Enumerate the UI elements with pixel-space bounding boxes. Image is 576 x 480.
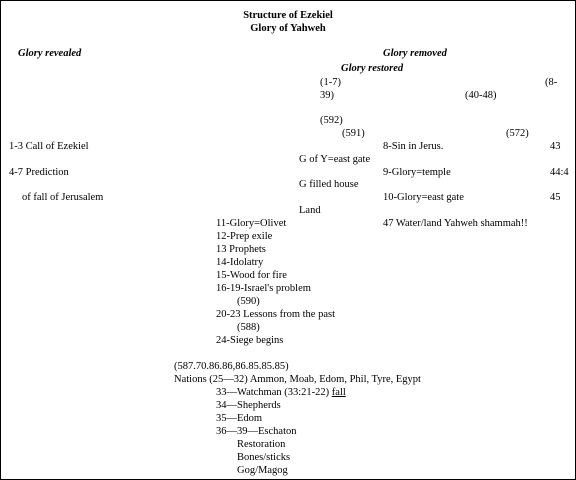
list-item-year: (588) <box>237 322 260 333</box>
right-sin-label: 8-Sin in Jerus. <box>383 141 444 152</box>
edom-line: 35—Edom <box>216 413 263 424</box>
watchman-fall: fall <box>331 387 346 398</box>
watchman-line <box>216 387 346 399</box>
middle-filled-house: G filled house <box>299 179 359 190</box>
left-fall-of-jerusalem: of fall of Jerusalem <box>22 192 104 203</box>
heading-glory-revealed: Glory revealed <box>18 48 82 59</box>
year-592: (592) <box>320 115 343 126</box>
middle-east-gate: G of Y=east gate <box>299 154 371 165</box>
bones-sticks-line: Bones/sticks <box>237 452 291 463</box>
list-item-year: (590) <box>237 296 260 307</box>
list-item: 11-Glory=Olivet <box>216 218 287 229</box>
document-subtitle: Glory of Yahweh <box>250 23 326 34</box>
ref-40-48: (40-48) <box>465 90 497 101</box>
left-prediction: 4-7 Prediction <box>9 167 69 178</box>
shepherds-line: 34—Shepherds <box>216 400 281 411</box>
list-item: 20-23 Lessons from the past <box>216 309 335 320</box>
year-572: (572) <box>506 128 529 139</box>
list-item: 13 Prophets <box>216 244 266 255</box>
ref-8: (8- <box>545 77 558 88</box>
gog-magog-line: Gog/Magog <box>237 465 288 476</box>
restoration-line: Restoration <box>237 439 286 450</box>
right-eastgate-label: 10-Glory=east gate <box>383 192 464 203</box>
list-item: 14-Idolatry <box>216 257 264 268</box>
right-eastgate-number: 45 <box>550 192 561 203</box>
document-title: Structure of Ezekiel <box>243 10 333 21</box>
right-water-land: 47 Water/land Yahweh shammah!! <box>383 218 528 229</box>
ref-1-7: (1-7) <box>320 77 341 88</box>
list-item: 12-Prep exile <box>216 231 273 242</box>
nations-line: Nations (25—32) Ammon, Moab, Edom, Phil, Tyre, Egypt <box>174 374 421 385</box>
nations-years: (587.70.86.86,86.85.85.85) <box>174 361 289 372</box>
heading-glory-restored: Glory restored <box>341 63 404 74</box>
list-item: 15-Wood for fire <box>216 270 287 281</box>
list-item: 24-Siege begins <box>216 335 284 346</box>
right-temple-label: 9-Glory=temple <box>383 167 451 178</box>
list-item: 16-19-Israel's problem <box>216 283 311 294</box>
watchman-text: 33—Watchman (33:21-22) <box>216 387 332 398</box>
ref-39: 39) <box>320 90 334 101</box>
right-temple-number: 44:4 <box>550 167 569 178</box>
middle-land: Land <box>299 205 321 216</box>
year-591: (591) <box>342 128 365 139</box>
right-sin-number: 43 <box>550 141 561 152</box>
eschaton-line: 36—39—Eschaton <box>216 426 297 437</box>
heading-glory-removed: Glory removed <box>383 48 447 59</box>
left-call-of-ezekiel: 1-3 Call of Ezekiel <box>9 141 89 152</box>
